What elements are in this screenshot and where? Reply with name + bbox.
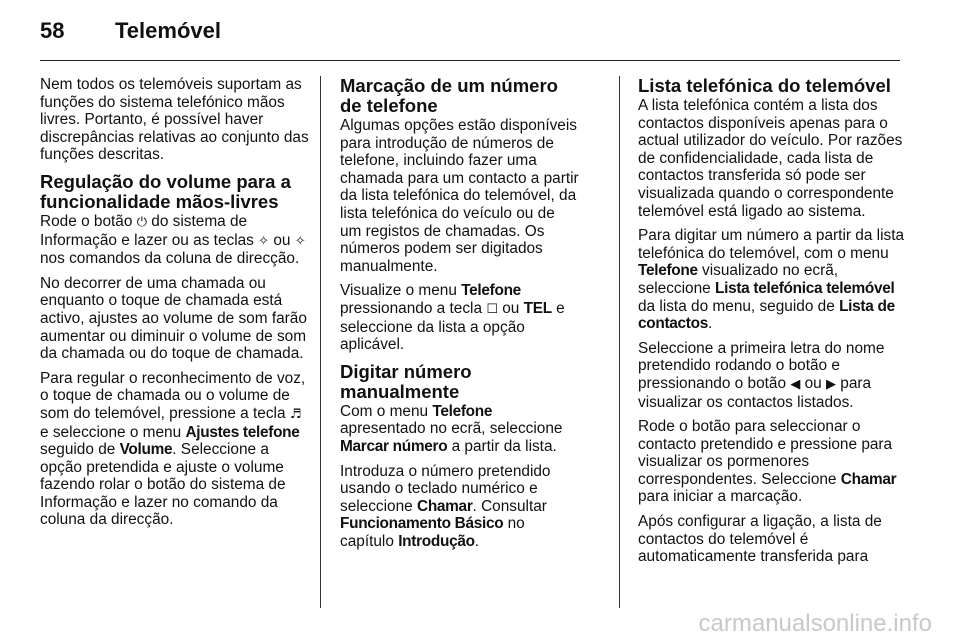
paragraph-select-letter: Seleccione a primeira letra do nome pretendido rodando o botão e pressionando o botão ◀ ou ▶ para visualizar os contactos listados. xyxy=(638,339,885,411)
phone-icon: ☐ xyxy=(486,301,498,317)
paragraph-dialing-options: Algumas opções estão disponíveis para introdução de números de telefone, incluindo fazer uma chamada para um contacto a partir da lista telefónica do telemóvel, da lista telefónica do veículo ou de um registos de chamadas. Os números podem ser digitados manualmente. xyxy=(340,117,579,275)
ref-introducao: Introdução xyxy=(398,532,475,550)
column-divider-1 xyxy=(320,76,321,608)
paragraph-intro: Nem todos os telemóveis suportam as funções do sistema telefónico mãos livres. Portanto, é possível haver discrepâncias relativas ao conjunto das funções descritas. xyxy=(40,76,309,164)
power-icon: ⏻ xyxy=(136,214,147,230)
arrow-right-icon: ▶ xyxy=(826,376,836,392)
heading-phonebook: Lista telefónica do telemóvel xyxy=(638,75,891,96)
menu-telefone: Telefone xyxy=(461,282,521,300)
page-header xyxy=(0,0,960,62)
paragraph-manual-dial: Com o menu Telefone apresentado no ecrã, seleccione Marcar número a partir da lista. xyxy=(340,402,563,455)
page-title: Telemóvel xyxy=(115,18,221,43)
header-divider xyxy=(40,60,900,61)
column-2 xyxy=(340,76,580,557)
menu-lista-contactos: Lista de contactos xyxy=(638,297,895,333)
heading-volume: Regulação do volume para a funcionalidade mãos-livres xyxy=(40,170,291,212)
paragraph-select-contact: Rode o botão para seleccionar o contacto pretendido e pressione para visualizar os pormenores correspondentes. Seleccione Chamar para iniciar a marcação. xyxy=(638,418,897,506)
option-chamar-2: Chamar xyxy=(840,470,897,488)
menu-lista-telefonica: Lista telefónica telemóvel xyxy=(715,279,895,297)
paragraph-phonebook-dial: Para digitar um número a partir da lista telefónica do telemóvel, com o menu Telefone visualizado no ecrã, seleccione Lista telefónica telemóvel da lista do menu, seguido de Lista de contactos. xyxy=(638,227,905,333)
volume-down-icon: ✧ xyxy=(294,233,306,249)
paragraph-volume-knob: Rode o botão ⏻ do sistema de Informação e lazer ou as teclas ✧ ou ✧ nos comandos da coluna de direcção. xyxy=(40,212,306,268)
paragraph-phone-menu: Visualize o menu Telefone pressionando a tecla ☐ ou TEL e seleccione da lista a opção aplicável. xyxy=(340,282,565,354)
option-chamar: Chamar xyxy=(417,497,473,515)
ref-funcionamento-basico: Funcionamento Básico xyxy=(340,515,504,533)
volume-up-icon: ✧ xyxy=(258,233,270,249)
paragraph-phonebook-info: A lista telefónica contém a lista dos contactos disponíveis apenas para o actual utilizador do veículo. Por razões de confidencialidade, cada lista de contactos transferida só pode ser visualizada quando o correspondente telemóvel está ligado ao sistema. xyxy=(638,97,903,220)
config-icon: ♬ xyxy=(289,406,302,422)
paragraph-during-call: No decorrer de uma chamada ou enquanto o toque de chamada está activo, ajustes ao volume de som farão aumentar ou diminuir o volume de som da chamada ou do toque de chamada. xyxy=(40,274,307,363)
arrow-left-icon: ◀ xyxy=(790,376,801,392)
paragraph-transfer: Após configurar a ligação, a lista de contactos do telemóvel é automaticamente transferida para xyxy=(638,513,882,566)
watermark: carmanualsonline.info xyxy=(698,610,932,637)
paragraph-enter-number: Introduza o número pretendido usando o teclado numérico e seleccione Chamar. Consultar Funcionamento Básico no capítulo Introdução. xyxy=(340,462,551,550)
heading-dialing: Marcação de um número de telefone xyxy=(340,75,558,116)
column-3 xyxy=(638,76,908,573)
menu-volume: Volume xyxy=(119,441,173,459)
page-number: 58 xyxy=(40,18,65,43)
heading-manual-dial: Digitar número manualmente xyxy=(340,360,472,402)
paragraph-voice-volume: Para regular o reconhecimento de voz, o toque de chamada ou o volume de som do telemóvel, pressione a tecla ♬ e seleccione o menu Ajustes telefone seguido de Volume. Seleccione a opção pretendida e ajuste o volume fazendo rolar o botão do sistema de Informação e lazer no comando da coluna da direcção. xyxy=(40,369,306,529)
menu-marcar-numero: Marcar número xyxy=(340,437,448,455)
column-1 xyxy=(40,76,310,536)
column-divider-2 xyxy=(619,76,620,608)
menu-ajustes-telefone: Ajustes telefone xyxy=(185,423,300,441)
key-tel: TEL xyxy=(523,299,552,317)
menu-telefone-2: Telefone xyxy=(432,402,493,420)
menu-telefone-3: Telefone xyxy=(638,262,698,280)
